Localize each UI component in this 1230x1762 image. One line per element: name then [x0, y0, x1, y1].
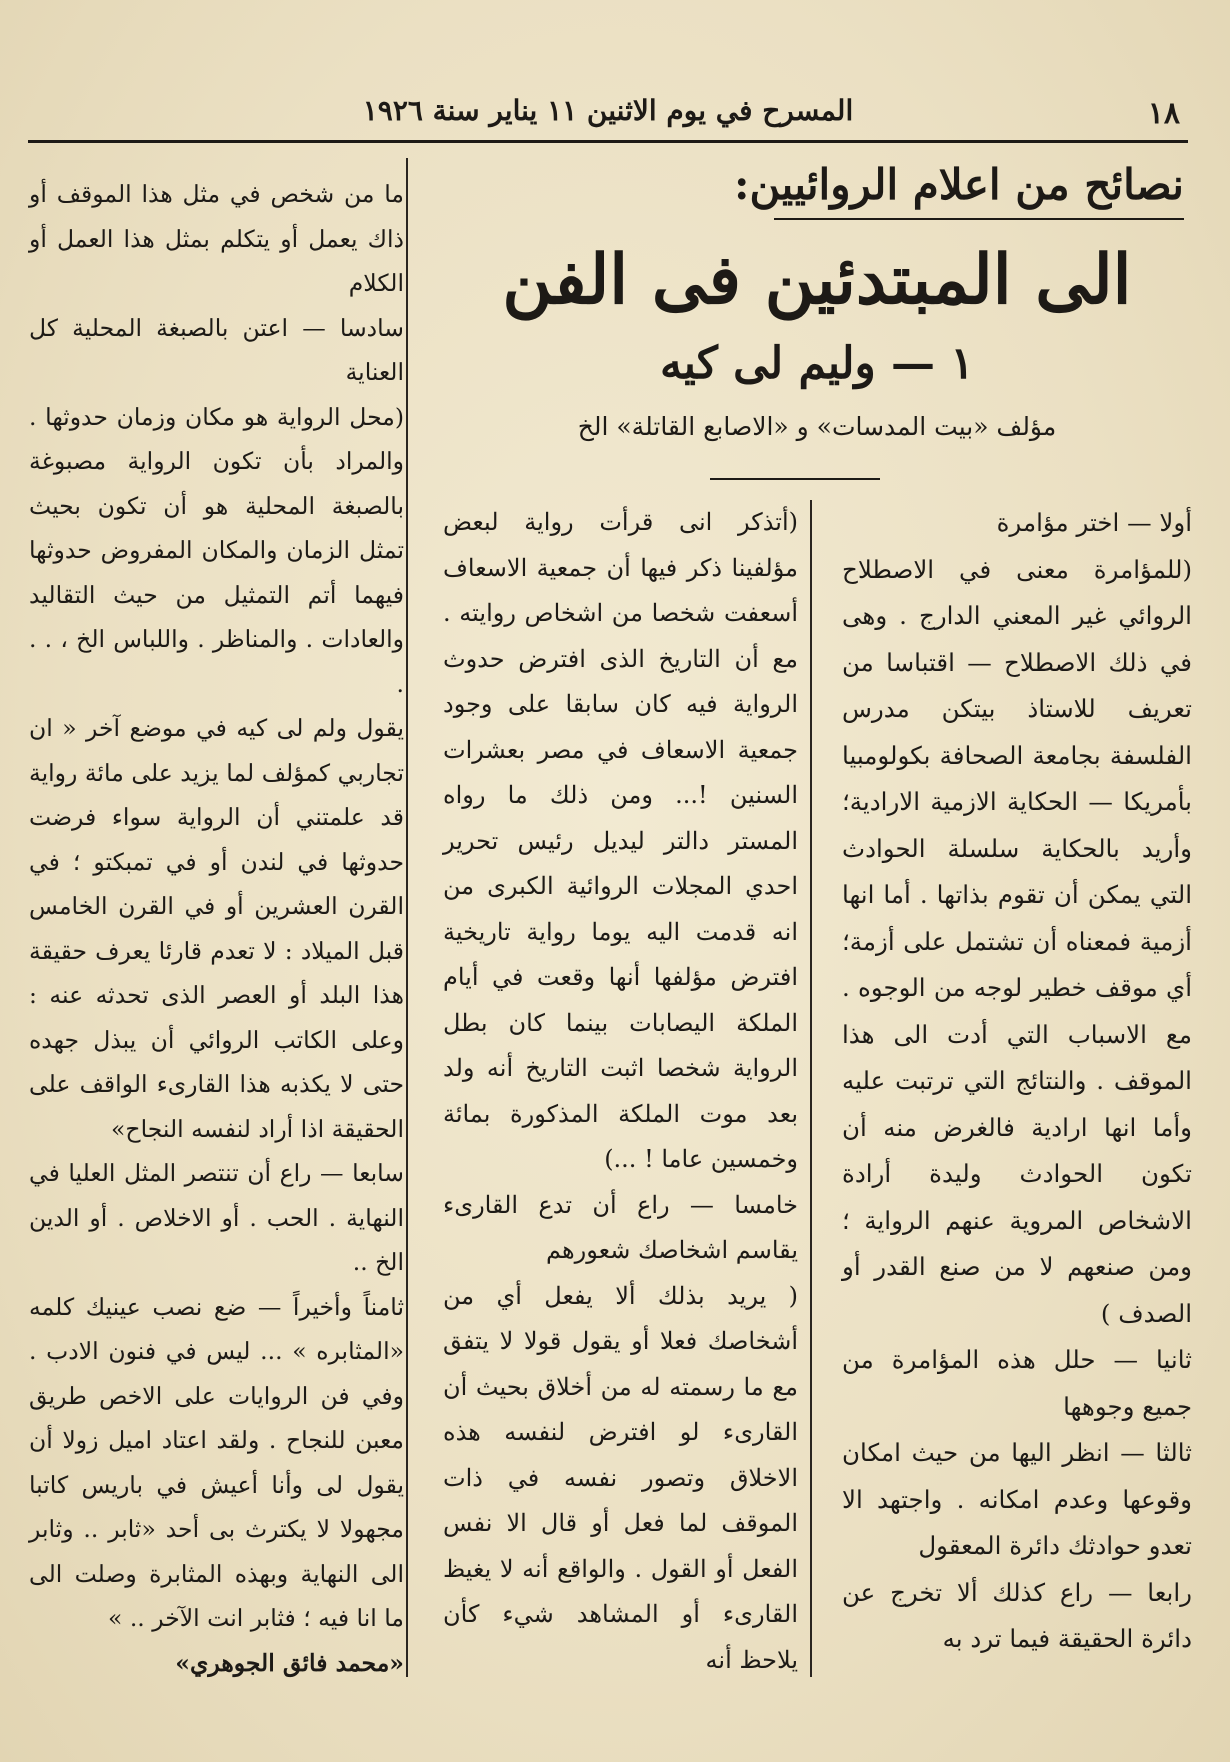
header-rule	[28, 140, 1188, 143]
paragraph: سادسا — اعتن بالصبغة المحلية كل العناية	[29, 313, 404, 386]
paragraph: خامسا — راع أن تدع القارىء يقاسم اشخاصك شعورهم	[443, 1190, 798, 1264]
paragraph: ( يريد بذلك ألا يفعل أي من أشخاصك فعلا أو يقول قولا لا يتفق مع ما رسمته له من أخلاق بحيث أن القارىء لو افترض لنفسه هذه الاخلاق وتصور نفسه في ذات الموقف لما فعل أو قال الا نفس الفعل أو القول . والواقع أنه لا يغيظ القارىء أو المشاهد شيء كأن يلاحظ أنه	[443, 1281, 798, 1674]
paragraph: سابعا — راع أن تنتصر المثل العليا في النهاية . الحب . أو الاخلاص . أو الدين الخ ..	[29, 1159, 404, 1276]
paragraph: أولا — اختر مؤامرة	[996, 508, 1192, 537]
article-part-title: ١ — وليم لى كيه	[659, 338, 975, 389]
article-byline: مؤلف «بيت المدسات» و «الاصابع القاتلة» الخ	[577, 412, 1057, 441]
page-header	[28, 92, 1188, 138]
kicker-underline	[774, 218, 1184, 220]
article-kicker: نصائح من اعلام الروائيين:	[734, 160, 1184, 209]
paragraph: ثامناً وأخيراً — ضع نصب عينيك كلمه «المثابره » ... ليس في فنون الادب . وفي فن الروايات على الاخص طريق معبن للنجاح . ولقد اعتاد اميل زولا أن يقول لى وأنا أعيش في باريس كاتبا مجهولا لا يكترث بى أحد «ثابر .. وثابر الى النهاية وبهذه المثابرة وصلت الى ما انا فيه ؛ فثابر انت الآخر .. »	[29, 1292, 404, 1632]
paragraph: ثالثا — انظر اليها من حيث امكان وقوعها وعدم امكانه . واجتهد الا تعدو حوادثك دائرة المعقول	[842, 1438, 1192, 1560]
column-right	[842, 500, 1192, 1663]
article-title: الى المبتدئين فى الفن	[502, 240, 1132, 320]
paragraph: رابعا — راع كذلك ألا تخرج عن دائرة الحقيقة فيما ترد به	[842, 1577, 1192, 1653]
column-divider-left	[406, 158, 408, 1677]
paragraph: (محل الرواية هو مكان وزمان حدوثها . والمراد بأن تكون الرواية مصبوغة بالصبغة المحلية هو أن تكون بحيث تمثل الزمان والمكان المفروض حدوثها فيهما أتم التمثيل من حيث التقاليد والعادات . والمناظر . واللباس الخ ، . . .	[29, 402, 404, 698]
column-left	[29, 172, 404, 1685]
author-signature: «محمد فائق الجوهري»	[175, 1648, 404, 1677]
byline-rule	[710, 478, 880, 480]
column-divider-right	[810, 500, 812, 1677]
column-middle	[443, 500, 798, 1683]
paragraph: (أتذكر انى قرأت رواية لبعض مؤلفينا ذكر فيها أن جمعية الاسعاف أسعفت شخصا من اشخاص روايته . مع أن التاريخ الذى افترض حدوث الرواية فيه كان سابقا على وجود جمعية الاسعاف في مصر بعشرات السنين !... ومن ذلك ما رواه المستر دالتر ليديل رئيس تحرير احدي المجلات الروائية الكبرى من انه قدمت اليه يوما رواية تاريخية افترض مؤلفها أنها وقعت في أيام الملكة اليصابات بينما كان بطل الرواية شخصا اثبت التاريخ أنه ولد بعد موت الملكة المذكورة بمائة وخمسين عاما ! ...)	[443, 508, 798, 1173]
paragraph: ثانيا — حلل هذه المؤامرة من جميع وجوهها	[842, 1345, 1192, 1421]
paragraph: ما من شخص في مثل هذا الموقف أو ذاك يعمل أو يتكلم بمثل هذا العمل أو الكلام	[29, 180, 404, 297]
page-number: ١٨	[1147, 96, 1180, 131]
running-head: المسرح في يوم الاثنين ١١ يناير سنة ١٩٢٦	[362, 94, 854, 127]
paragraph: يقول ولم لى كيه في موضع آخر « ان تجاربي كمؤلف لما يزيد على مائة رواية قد علمتني أن الرواية سواء فرضت حدوثها في لندن أو في تمبكتو ؛ في القرن العشرين أو في القرن الخامس قبل الميلاد : لا تعدم قارئا يعرف حقيقة هذا البلد أو العصر الذى تحدثه عنه : وعلى الكاتب الروائي أن يبذل جهده حتى لا يكذبه هذا القارىء الواقف على الحقيقة اذا أراد لنفسه النجاح»	[29, 714, 404, 1143]
paragraph: (للمؤامرة معنى في الاصطلاح الروائي غير المعني الدارج . وهى في ذلك الاصطلاح — اقتباسا من تعريف للاستاذ بيتكن مدرس الفلسفة بجامعة الصحافة بكولومبيا بأمريكا — الحكاية الازمية الارادية؛ وأريد بالحكاية سلسلة الحوادث التي يمكن أن تقوم بذاتها . أما انها أزمية فمعناه أن تشتمل على أزمة؛ أي موقف خطير لوجه من الوجوه . مع الاسباب التي أدت الى هذا الموقف . والنتائج التي ترتبت عليه وأما انها ارادية فالغرض منه أن تكون الحوادث وليدة أرادة الاشخاص المروية عنهم الرواية ؛ ومن صنعهم لا من صنع القدر أو الصدف )	[842, 554, 1192, 1328]
